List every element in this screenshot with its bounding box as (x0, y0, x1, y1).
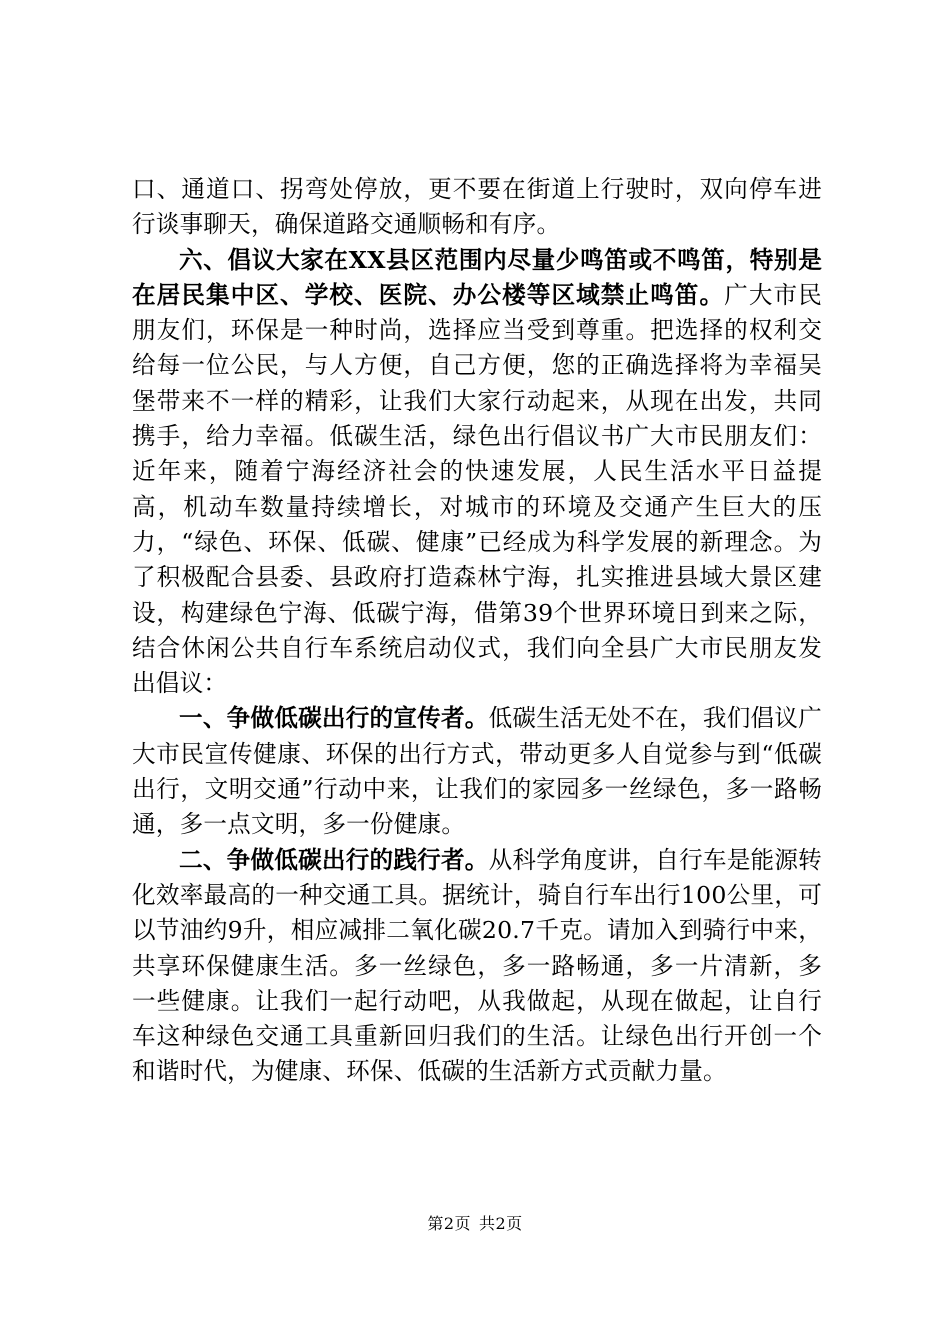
paragraph-heading: 一、争做低碳出行的宣传者。 (179, 704, 489, 733)
page-total: 共2页 (479, 1214, 523, 1233)
document-body (132, 172, 822, 1090)
paragraph-text: 从科学角度讲，自行车是能源转化效率最高的一种交通工具。据统计，骑自行车出行100公里，可以节油约9升，相应减排二氧化碳20.7千克。请加入到骑行中来，共享环保健康生活。多一丝绿色，多一路畅通，多一片清新，多一些健康。让我们一起行动吧，从我做起，从现在做起，让自行车这种绿色交通工具重新回归我们的生活。让绿色出行开创一个和谐时代，为健康、环保、低碳的生活新方式贡献力量。 (132, 845, 822, 1086)
page-number: 第2页 (427, 1214, 471, 1233)
paragraph-one (132, 701, 822, 842)
paragraph-heading: 二、争做低碳出行的践行者。 (179, 845, 489, 874)
paragraph-six (132, 243, 822, 702)
page-footer (0, 1214, 950, 1234)
paragraph-text: 低碳生活无处不在，我们倡议广大市民宣传健康、环保的出行方式，带动更多人自觉参与到“低碳出行，文明交通”行动中来，让我们的家园多一丝绿色，多一路畅通，多一点文明，多一份健康。 (132, 704, 822, 839)
paragraph-text: 口、通道口、拐弯处停放，更不要在街道上行驶时，双向停车进行谈事聊天，确保道路交通顺畅和有序。 (132, 175, 822, 239)
paragraph-two (132, 843, 822, 1090)
paragraph-continuation (132, 172, 822, 243)
paragraph-heading: 六、倡议大家在XX县区范围内尽量少鸣笛或不鸣笛，特别是在居民集中区、学校、医院、办公楼等区域禁止鸣笛。 (132, 245, 822, 309)
paragraph-text: 广大市民朋友们，环保是一种时尚，选择应当受到尊重。把选择的权利交给每一位公民，与人方便，自己方便，您的正确选择将为幸福吴堡带来不一样的精彩，让我们大家行动起来，从现在出发，共同携手，给力幸福。低碳生活，绿色出行倡议书广大市民朋友们：近年来，随着宁海经济社会的快速发展，人民生活水平日益提高，机动车数量持续增长，对城市的环境及交通产生巨大的压力，“绿色、环保、低碳、健康”已经成为科学发展的新理念。为了积极配合县委、县政府打造森林宁海，扎实推进县域大景区建设，构建绿色宁海、低碳宁海，借第39个世界环境日到来之际，结合休闲公共自行车系统启动仪式，我们向全县广大市民朋友发出倡议： (132, 280, 822, 698)
